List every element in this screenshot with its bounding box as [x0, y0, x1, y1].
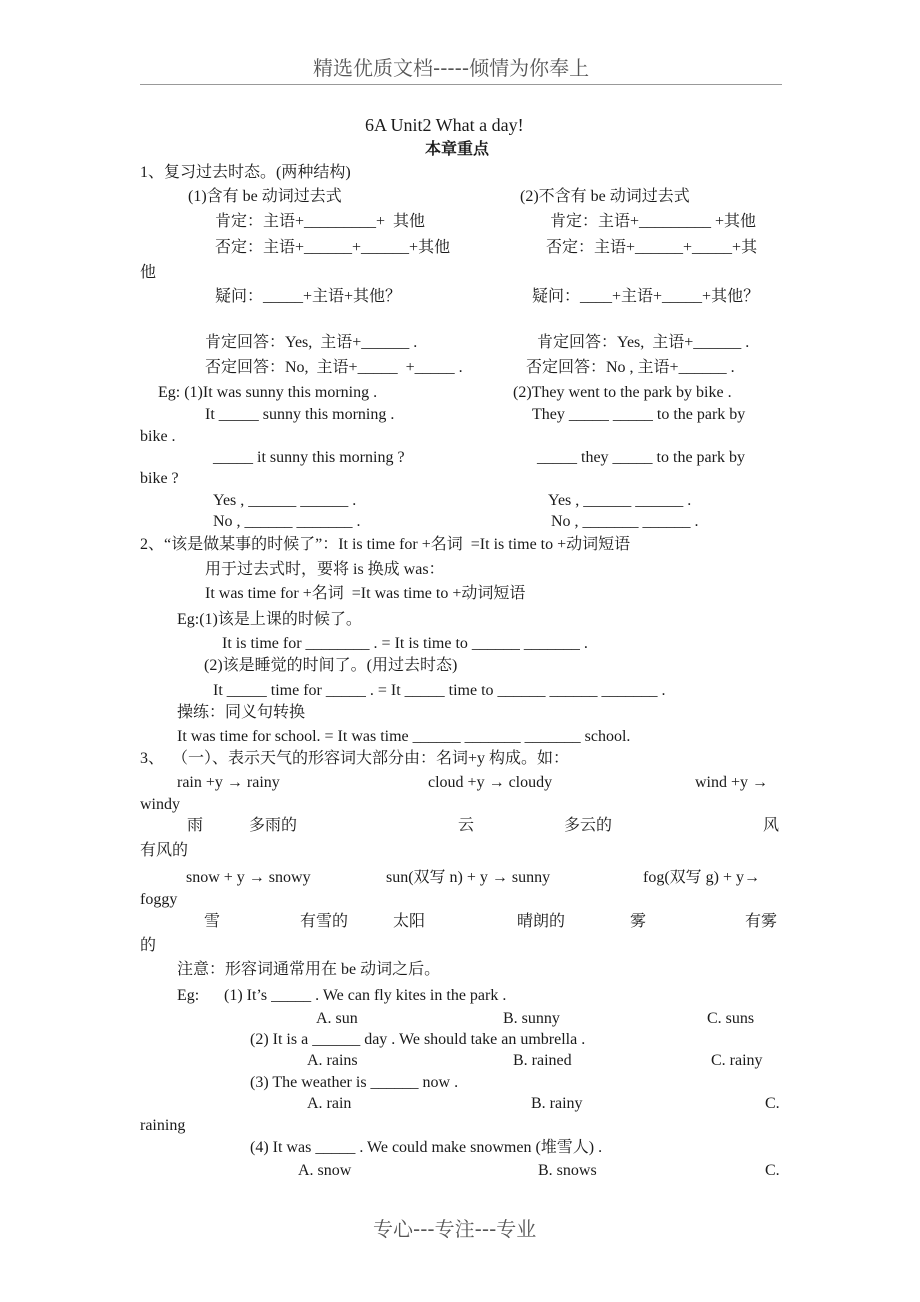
- meaning-cloudy: 多云的: [564, 817, 613, 834]
- example-1-no: No , ______ _______ .: [213, 513, 361, 530]
- word-cloudy: cloud +y → cloudy: [428, 774, 553, 791]
- section-2-heading: 2、“该是做某事的时候了”：It is time for +名词 =It is time to +动词短语: [140, 536, 631, 553]
- structure-2-heading: (2)不含有 be 动词过去式: [520, 188, 690, 205]
- word-sunny: sun(双写 n) + y → sunny: [386, 869, 551, 886]
- page-header: 精选优质文档-----倾情为你奉上: [313, 56, 590, 80]
- example-1-negative: It _____ sunny this morning .: [205, 406, 395, 423]
- exercise-3-option-c: C.: [765, 1095, 780, 1112]
- exercise-3-option-b: B. rainy: [531, 1095, 583, 1112]
- meaning-fog: 雾: [630, 913, 647, 930]
- exercise-3-option-c-wrap: raining: [140, 1117, 186, 1134]
- example-2-sentence: (2)They went to the park by bike .: [513, 384, 732, 401]
- exercise-3-option-a: A. rain: [307, 1095, 352, 1112]
- exercise-1-option-c: C. suns: [707, 1010, 755, 1027]
- question-form-2: 疑问：____+主语+_____+其他？: [532, 288, 760, 305]
- section-3-note: 注意：形容词通常用在 be 动词之后。: [177, 961, 441, 978]
- meaning-foggy: 有雾: [745, 913, 778, 930]
- negative-form-2-wrap: 他: [140, 264, 157, 281]
- section-2-past-form: It was time for +名词 =It was time to +动词短语: [205, 585, 526, 602]
- exercise-2-option-a: A. rains: [307, 1052, 358, 1069]
- meaning-snowy: 有雪的: [300, 913, 349, 930]
- header-rule: [140, 84, 782, 85]
- exercise-label: Eg:: [177, 987, 200, 1004]
- negative-form-1: 否定：主语+______+______+其他: [215, 239, 451, 256]
- exercise-1-option-b: B. sunny: [503, 1010, 560, 1027]
- question-form-1: 疑问：_____+主语+其他？: [215, 288, 402, 305]
- affirmative-form-1: 肯定：主语+_________+ 其他: [215, 213, 426, 230]
- meaning-sunny: 晴朗的: [517, 913, 566, 930]
- example-1-sentence: Eg: (1)It was sunny this morning .: [158, 384, 378, 401]
- exercise-4-option-b: B. snows: [538, 1162, 597, 1179]
- example-2-question: _____ they _____ to the park by: [537, 449, 745, 466]
- example-1-question: _____ it sunny this morning ?: [213, 449, 405, 466]
- word-windy-wrap: windy: [140, 796, 180, 813]
- meaning-snow: 雪: [204, 913, 221, 930]
- meaning-wind: 风: [763, 817, 780, 834]
- yes-answer-2: 肯定回答：Yes, 主语+______ .: [537, 334, 750, 351]
- exercise-1-question: (1) It’s _____ . We can fly kites in the park .: [224, 987, 507, 1004]
- exercise-1-option-a: A. sun: [316, 1010, 358, 1027]
- section-2-example-2: (2)该是睡觉的时间了。(用过去时态): [204, 657, 458, 674]
- example-2-negative: They _____ _____ to the park by: [532, 406, 746, 423]
- example-2-no: No , _______ ______ .: [551, 513, 699, 530]
- word-foggy: fog(双写 g) + y→: [643, 869, 761, 886]
- exercise-2-option-c: C. rainy: [711, 1052, 763, 1069]
- meaning-cloud: 云: [458, 817, 475, 834]
- exercise-2-option-b: B. rained: [513, 1052, 572, 1069]
- example-2-question-wrap: bike ?: [140, 470, 179, 487]
- section-2-example-1: Eg:(1)该是上课的时候了。: [177, 611, 362, 628]
- section-1-heading: 1、复习过去时态。(两种结构): [140, 164, 351, 181]
- section-2-note: 用于过去式时，要将 is 换成 was：: [205, 561, 445, 578]
- exercise-3-question: (3) The weather is ______ now .: [250, 1074, 459, 1091]
- word-foggy-wrap: foggy: [140, 891, 178, 908]
- section-2-practice: It was time for school. = It was time ______ _______ _______ school.: [177, 728, 631, 745]
- structure-1-heading: (1)含有 be 动词过去式: [188, 188, 342, 205]
- yes-answer-1: 肯定回答：Yes, 主语+______ .: [205, 334, 418, 351]
- meaning-foggy-wrap: 的: [140, 937, 157, 954]
- no-answer-2: 否定回答：No , 主语+______ .: [526, 359, 735, 376]
- example-1-yes: Yes , ______ ______ .: [213, 492, 357, 509]
- no-answer-1: 否定回答：No, 主语+_____ +_____ .: [205, 359, 463, 376]
- meaning-rain: 雨: [187, 817, 204, 834]
- affirmative-form-2: 肯定：主语+_________ +其他: [550, 213, 757, 230]
- meaning-rainy: 多雨的: [249, 817, 298, 834]
- exercise-4-question: (4) It was _____ . We could make snowmen (堆雪人) .: [250, 1139, 603, 1156]
- exercise-4-option-a: A. snow: [298, 1162, 352, 1179]
- exercise-4-option-c: C.: [765, 1162, 780, 1179]
- negative-form-2: 否定：主语+______+_____+其: [546, 239, 758, 256]
- section-3-heading: 3、 （一）、表示天气的形容词大部分由：名词+y 构成。如：: [140, 750, 570, 767]
- word-rainy: rain +y → rainy: [177, 774, 280, 791]
- page-footer: 专心---专注---专业: [373, 1217, 537, 1241]
- document-subtitle: 本章重点: [425, 141, 490, 158]
- example-2-negative-wrap: bike .: [140, 428, 176, 445]
- meaning-windy: 有风的: [140, 842, 189, 859]
- section-2-example-2-blank: It _____ time for _____ . = It _____ time to ______ ______ _______ .: [213, 682, 666, 699]
- document-title: 6A Unit2 What a day!: [365, 115, 524, 135]
- section-2-example-1-blank: It is time for ________ . = It is time to ______ _______ .: [222, 635, 588, 652]
- word-windy: wind +y →: [695, 774, 769, 791]
- word-snowy: snow + y → snowy: [186, 869, 311, 886]
- exercise-2-question: (2) It is a ______ day . We should take an umbrella .: [250, 1031, 586, 1048]
- example-2-yes: Yes , ______ ______ .: [548, 492, 692, 509]
- section-2-practice-heading: 操练：同义句转换: [177, 704, 306, 721]
- meaning-sun: 太阳: [393, 913, 426, 930]
